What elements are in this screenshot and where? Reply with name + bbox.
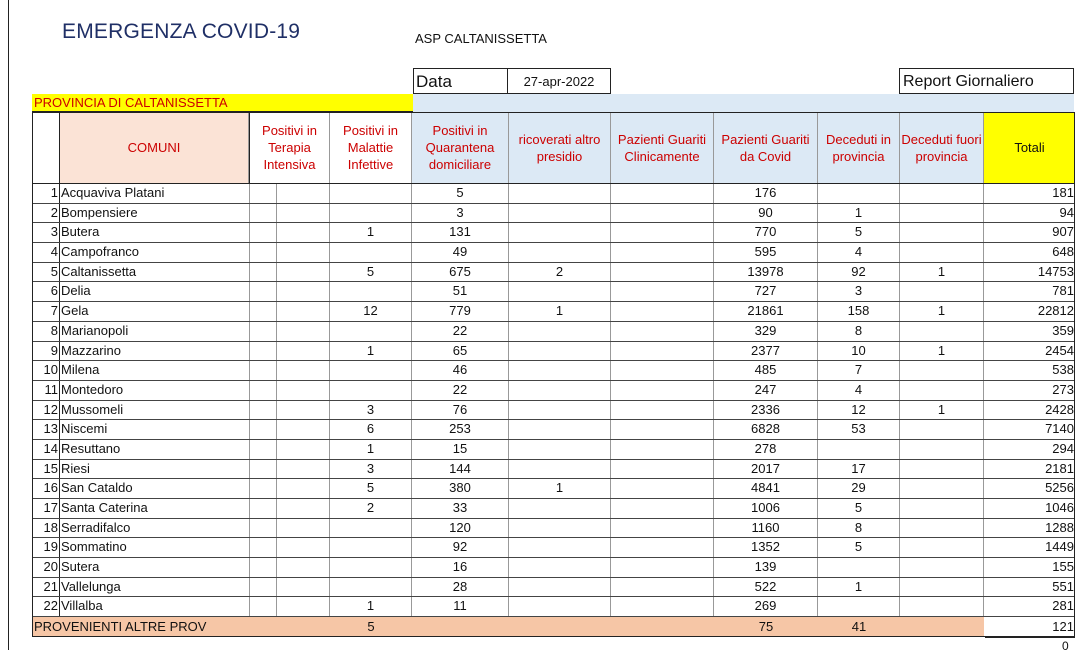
value-cell[interactable]	[611, 381, 714, 400]
value-cell[interactable]: 14753	[1037, 263, 1074, 279]
row-index: 20	[32, 558, 60, 577]
altre-prov-row	[32, 617, 1075, 637]
header-guariti-clinicamente: Pazienti Guariti Clinicamente	[611, 112, 714, 183]
table-row	[32, 499, 1075, 519]
value-cell[interactable]	[900, 243, 984, 262]
value-cell[interactable]: 595	[714, 243, 818, 262]
comune-name[interactable]: Caltanissetta	[60, 263, 250, 282]
value-cell[interactable]: 781	[1052, 283, 1074, 299]
value-cell[interactable]	[900, 499, 984, 518]
value-cell[interactable]: 90	[714, 204, 818, 223]
value-cell[interactable]	[818, 184, 900, 203]
value-cell[interactable]	[249, 184, 330, 203]
row-index: 8	[32, 322, 60, 341]
value-cell[interactable]: 8	[818, 519, 900, 538]
value-cell[interactable]: 1449	[1045, 539, 1074, 555]
comune-name[interactable]: Sommatino	[60, 538, 250, 557]
row-index: 5	[32, 263, 60, 282]
value-cell[interactable]: 5256	[1045, 480, 1074, 496]
value-cell[interactable]: 1006	[714, 499, 818, 518]
value-cell[interactable]	[611, 263, 714, 282]
value-cell[interactable]	[900, 361, 984, 380]
page-left-border	[8, 0, 9, 650]
value-cell[interactable]	[330, 519, 412, 538]
value-cell[interactable]	[509, 361, 611, 380]
value-cell[interactable]	[611, 460, 714, 479]
table-row	[32, 322, 1075, 342]
table-row	[32, 538, 1075, 558]
value-cell[interactable]	[900, 479, 984, 498]
value-cell[interactable]: 1	[900, 342, 984, 361]
row-index: 16	[32, 479, 60, 498]
value-cell[interactable]	[611, 597, 714, 616]
table-row	[32, 460, 1075, 480]
value-cell[interactable]	[900, 578, 984, 597]
value-cell[interactable]: 551	[1052, 578, 1074, 594]
value-cell[interactable]: 28	[412, 578, 509, 597]
value-cell[interactable]: 12	[818, 401, 900, 420]
row-index: 13	[32, 420, 60, 439]
value-cell[interactable]	[249, 538, 330, 557]
value-cell[interactable]	[249, 578, 330, 597]
value-cell[interactable]: 139	[714, 558, 818, 577]
value-cell[interactable]	[900, 381, 984, 400]
value-cell[interactable]	[249, 342, 330, 361]
value-cell[interactable]	[249, 243, 330, 262]
value-cell[interactable]	[509, 420, 611, 439]
value-cell[interactable]: 94	[1059, 204, 1074, 220]
value-cell[interactable]: 92	[818, 263, 900, 282]
row-index: 2	[32, 204, 60, 223]
value-cell[interactable]: 49	[412, 243, 509, 262]
value-cell[interactable]	[249, 519, 330, 538]
row-index: 1	[32, 184, 60, 203]
value-cell[interactable]: 1	[330, 440, 412, 459]
value-cell[interactable]: 51	[412, 282, 509, 301]
value-cell[interactable]: 6828	[714, 420, 818, 439]
comune-name[interactable]: Vallelunga	[60, 578, 250, 597]
value-cell[interactable]: 1	[818, 204, 900, 223]
organization-label: ASP CALTANISSETTA	[415, 31, 547, 46]
row-index: 7	[32, 302, 60, 321]
value-cell[interactable]	[818, 558, 900, 577]
value-cell[interactable]: 294	[1052, 440, 1074, 456]
value-cell[interactable]: 2454	[1045, 342, 1074, 358]
value-cell[interactable]: 92	[412, 538, 509, 557]
table-row	[32, 361, 1075, 381]
value-cell[interactable]	[249, 282, 330, 301]
value-cell[interactable]	[611, 184, 714, 203]
value-cell[interactable]: 7140	[1045, 421, 1074, 437]
value-cell[interactable]	[611, 578, 714, 597]
value-cell[interactable]	[611, 342, 714, 361]
header-totali: Totali	[984, 112, 1075, 183]
value-cell[interactable]	[509, 401, 611, 420]
header-deceduti-fuori: Deceduti fuori provincia	[900, 112, 984, 183]
row-index: 12	[32, 401, 60, 420]
value-cell[interactable]	[249, 499, 330, 518]
comune-name[interactable]: Niscemi	[60, 420, 250, 439]
value-cell[interactable]	[330, 322, 412, 341]
value-cell[interactable]: 158	[818, 302, 900, 321]
value-cell[interactable]: 16	[412, 558, 509, 577]
row-index: 17	[32, 499, 60, 518]
value-cell[interactable]: 144	[412, 460, 509, 479]
row-index: 14	[32, 440, 60, 459]
value-cell[interactable]: 5	[412, 184, 509, 203]
value-cell[interactable]	[509, 204, 611, 223]
value-cell[interactable]	[249, 204, 330, 223]
value-cell[interactable]: 253	[412, 420, 509, 439]
bottom-total-value[interactable]: 0	[1062, 639, 1069, 653]
row-index: 3	[32, 223, 60, 242]
value-cell[interactable]	[249, 401, 330, 420]
comune-name[interactable]: Riesi	[60, 460, 250, 479]
value-cell[interactable]	[509, 381, 611, 400]
value-cell[interactable]: 6	[330, 420, 412, 439]
value-cell[interactable]: 22812	[1037, 303, 1074, 319]
value-cell[interactable]	[611, 243, 714, 262]
value-cell[interactable]: 1	[330, 342, 412, 361]
row-index: 6	[32, 282, 60, 301]
header-deceduti-provincia: Deceduti in provincia	[818, 112, 900, 183]
value-cell[interactable]: 538	[1052, 362, 1074, 378]
comune-name[interactable]: Butera	[60, 223, 250, 242]
comune-name[interactable]: Santa Caterina	[60, 499, 250, 518]
value-cell[interactable]	[818, 440, 900, 459]
altre-cell-2[interactable]	[412, 617, 509, 637]
data-table-body	[32, 184, 1075, 617]
value-cell[interactable]	[611, 558, 714, 577]
header-index	[32, 112, 60, 183]
table-row	[32, 263, 1075, 283]
comune-name[interactable]: Acquaviva Platani	[60, 184, 250, 203]
row-index: 15	[32, 460, 60, 479]
value-cell[interactable]: 273	[1052, 381, 1074, 397]
value-cell[interactable]: 1	[509, 479, 611, 498]
altre-cell-4[interactable]	[611, 617, 714, 637]
value-cell[interactable]: 3	[818, 282, 900, 301]
table-row	[32, 558, 1075, 578]
value-cell[interactable]: 5	[818, 538, 900, 557]
row-index: 21	[32, 578, 60, 597]
value-cell[interactable]: 1	[330, 223, 412, 242]
value-cell[interactable]: 2017	[714, 460, 818, 479]
value-cell[interactable]: 53	[818, 420, 900, 439]
value-cell[interactable]: 29	[818, 479, 900, 498]
value-cell[interactable]	[330, 204, 412, 223]
value-cell[interactable]: 1	[900, 302, 984, 321]
comune-name[interactable]: Mussomeli	[60, 401, 250, 420]
row-index: 22	[32, 597, 60, 616]
table-row	[32, 243, 1075, 263]
header-terapia-intensiva: Positivi in Terapia Intensiva	[250, 112, 330, 183]
row-index: 19	[32, 538, 60, 557]
value-cell[interactable]	[900, 223, 984, 242]
value-cell[interactable]	[900, 282, 984, 301]
table-row	[32, 440, 1075, 460]
value-cell[interactable]	[818, 597, 900, 616]
bottom-total-line	[985, 637, 1075, 638]
province-banner: PROVINCIA DI CALTANISSETTA	[32, 94, 413, 112]
value-cell[interactable]: 1352	[714, 538, 818, 557]
comune-name[interactable]: Villalba	[60, 597, 250, 616]
value-cell[interactable]	[900, 322, 984, 341]
value-cell[interactable]	[249, 302, 330, 321]
value-cell[interactable]	[611, 420, 714, 439]
table-row	[32, 282, 1075, 302]
value-cell[interactable]: 329	[714, 322, 818, 341]
value-cell[interactable]: 1	[509, 302, 611, 321]
value-cell[interactable]: 2428	[1045, 401, 1074, 417]
value-cell[interactable]	[900, 420, 984, 439]
value-cell[interactable]	[249, 420, 330, 439]
value-cell[interactable]: 5	[330, 263, 412, 282]
value-cell[interactable]	[249, 381, 330, 400]
altre-cell-1[interactable]: 5	[330, 617, 412, 637]
report-label-cell: Report Giornaliero	[899, 68, 1074, 94]
value-cell[interactable]	[611, 302, 714, 321]
comune-name[interactable]: Delia	[60, 282, 250, 301]
value-cell[interactable]: 76	[412, 401, 509, 420]
value-cell[interactable]: 3	[330, 460, 412, 479]
value-cell[interactable]	[330, 381, 412, 400]
value-cell[interactable]: 247	[714, 381, 818, 400]
value-cell[interactable]: 22	[412, 381, 509, 400]
value-cell[interactable]: 1	[900, 263, 984, 282]
header-strip	[413, 94, 1074, 112]
value-cell[interactable]: 21861	[714, 302, 818, 321]
value-cell[interactable]: 269	[714, 597, 818, 616]
value-cell[interactable]: 155	[1052, 559, 1074, 575]
table-row	[32, 223, 1075, 243]
comune-name[interactable]: Mazzarino	[60, 342, 250, 361]
altre-cell-8[interactable]: 121	[1052, 619, 1074, 634]
value-cell[interactable]: 5	[818, 223, 900, 242]
value-cell[interactable]	[249, 223, 330, 242]
value-cell[interactable]: 4841	[714, 479, 818, 498]
row-index: 11	[32, 381, 60, 400]
value-cell[interactable]: 4	[818, 243, 900, 262]
value-cell[interactable]: 176	[714, 184, 818, 203]
value-cell[interactable]: 727	[714, 282, 818, 301]
value-cell[interactable]: 22	[412, 322, 509, 341]
value-cell[interactable]: 522	[714, 578, 818, 597]
value-cell[interactable]: 181	[1052, 185, 1074, 200]
value-cell[interactable]: 648	[1052, 244, 1074, 260]
value-cell[interactable]: 131	[412, 223, 509, 242]
value-cell[interactable]: 2377	[714, 342, 818, 361]
value-cell[interactable]: 2	[330, 499, 412, 518]
comune-name[interactable]: Bompensiere	[60, 204, 250, 223]
altre-prov-label: PROVENIENTI ALTRE PROV	[32, 617, 222, 637]
value-cell[interactable]	[900, 204, 984, 223]
value-cell[interactable]	[611, 538, 714, 557]
value-cell[interactable]	[509, 578, 611, 597]
value-cell[interactable]: 5	[330, 479, 412, 498]
value-cell[interactable]: 359	[1052, 322, 1074, 338]
value-cell[interactable]: 770	[714, 223, 818, 242]
page-title: EMERGENZA COVID-19	[62, 20, 301, 43]
altre-cell-0[interactable]	[249, 617, 330, 637]
value-cell[interactable]: 17	[818, 460, 900, 479]
value-cell[interactable]	[509, 322, 611, 341]
comune-name[interactable]: San Cataldo	[60, 479, 250, 498]
value-cell[interactable]	[611, 223, 714, 242]
date-value-cell[interactable]: 27-apr-2022	[508, 68, 611, 94]
value-cell[interactable]: 3	[330, 401, 412, 420]
value-cell[interactable]: 11	[412, 597, 509, 616]
header-guariti-covid: Pazienti Guariti da Covid	[714, 112, 818, 183]
value-cell[interactable]	[611, 519, 714, 538]
value-cell[interactable]: 907	[1052, 224, 1074, 240]
table-row	[32, 381, 1075, 401]
value-cell[interactable]	[249, 263, 330, 282]
value-cell[interactable]	[330, 243, 412, 262]
altre-cell-7[interactable]	[900, 617, 984, 637]
value-cell[interactable]: 12	[330, 302, 412, 321]
value-cell[interactable]	[330, 184, 412, 203]
comune-name[interactable]: Serradifalco	[60, 519, 250, 538]
value-cell[interactable]: 675	[412, 263, 509, 282]
value-cell[interactable]: 1	[818, 578, 900, 597]
table-row	[32, 519, 1075, 539]
value-cell[interactable]: 2336	[714, 401, 818, 420]
value-cell[interactable]: 1	[900, 401, 984, 420]
value-cell[interactable]: 485	[714, 361, 818, 380]
value-cell[interactable]: 278	[714, 440, 818, 459]
table-row	[32, 479, 1075, 499]
value-cell[interactable]	[330, 282, 412, 301]
value-cell[interactable]	[330, 538, 412, 557]
value-cell[interactable]	[611, 499, 714, 518]
value-cell[interactable]: 7	[818, 361, 900, 380]
comune-name[interactable]: Sutera	[60, 558, 250, 577]
value-cell[interactable]: 33	[412, 499, 509, 518]
table-row	[32, 401, 1075, 421]
value-cell[interactable]: 779	[412, 302, 509, 321]
comune-name[interactable]: Milena	[60, 361, 250, 380]
value-cell[interactable]	[509, 223, 611, 242]
comune-name[interactable]: Resuttano	[60, 440, 250, 459]
value-cell[interactable]: 3	[412, 204, 509, 223]
table-row	[32, 578, 1075, 598]
value-cell[interactable]	[509, 597, 611, 616]
value-cell[interactable]	[900, 538, 984, 557]
value-cell[interactable]	[509, 519, 611, 538]
value-cell[interactable]: 46	[412, 361, 509, 380]
table-row	[32, 597, 1075, 617]
value-cell[interactable]	[249, 460, 330, 479]
altre-spacer	[222, 617, 249, 637]
header-malattie-infettive: Positivi in Malattie Infettive	[330, 112, 412, 183]
value-cell[interactable]: 380	[412, 479, 509, 498]
value-cell[interactable]: 13978	[714, 263, 818, 282]
row-index: 9	[32, 342, 60, 361]
row-index: 18	[32, 519, 60, 538]
value-cell[interactable]: 15	[412, 440, 509, 459]
value-cell[interactable]	[249, 558, 330, 577]
value-cell[interactable]	[509, 499, 611, 518]
value-cell[interactable]: 8	[818, 322, 900, 341]
value-cell[interactable]	[900, 519, 984, 538]
value-cell[interactable]: 65	[412, 342, 509, 361]
value-cell[interactable]	[900, 440, 984, 459]
value-cell[interactable]	[249, 440, 330, 459]
value-cell[interactable]: 10	[818, 342, 900, 361]
value-cell[interactable]	[611, 322, 714, 341]
value-cell[interactable]	[509, 282, 611, 301]
header-comuni: COMUNI	[60, 112, 249, 183]
value-cell[interactable]	[330, 578, 412, 597]
value-cell[interactable]	[509, 440, 611, 459]
row-index: 10	[32, 361, 60, 380]
value-cell[interactable]	[611, 361, 714, 380]
value-cell[interactable]: 5	[818, 499, 900, 518]
table-row	[32, 184, 1075, 204]
value-cell[interactable]	[249, 361, 330, 380]
value-cell[interactable]: 281	[1052, 598, 1074, 614]
value-cell[interactable]	[330, 361, 412, 380]
value-cell[interactable]	[900, 184, 984, 203]
value-cell[interactable]	[509, 538, 611, 557]
value-cell[interactable]	[611, 282, 714, 301]
value-cell[interactable]: 4	[818, 381, 900, 400]
table-row	[32, 204, 1075, 224]
comune-name[interactable]: Marianopoli	[60, 322, 250, 341]
altre-cell-6[interactable]: 41	[818, 617, 900, 637]
value-cell[interactable]	[611, 479, 714, 498]
value-cell[interactable]: 1160	[714, 519, 818, 538]
table-row	[32, 420, 1075, 440]
value-cell[interactable]	[249, 597, 330, 616]
value-cell[interactable]	[509, 184, 611, 203]
header-quarantena: Positivi in Quarantena domiciliare	[412, 112, 509, 183]
altre-cell-3[interactable]	[509, 617, 611, 637]
value-cell[interactable]: 2	[509, 263, 611, 282]
value-cell[interactable]	[249, 322, 330, 341]
value-cell[interactable]	[611, 401, 714, 420]
table-row	[32, 302, 1075, 322]
value-cell[interactable]: 2181	[1045, 460, 1074, 476]
value-cell[interactable]	[611, 440, 714, 459]
value-cell[interactable]	[611, 204, 714, 223]
comune-name[interactable]: Montedoro	[60, 381, 250, 400]
value-cell[interactable]	[249, 479, 330, 498]
value-cell[interactable]: 120	[412, 519, 509, 538]
date-label-cell: Data	[413, 68, 508, 94]
comune-name[interactable]: Campofranco	[60, 243, 250, 262]
value-cell[interactable]	[900, 460, 984, 479]
value-cell[interactable]	[509, 342, 611, 361]
value-cell[interactable]	[509, 243, 611, 262]
value-cell[interactable]: 1046	[1045, 500, 1074, 515]
table-row	[32, 342, 1075, 362]
row-index: 4	[32, 243, 60, 262]
value-cell[interactable]: 1	[330, 597, 412, 616]
value-cell[interactable]	[900, 597, 984, 616]
comune-name[interactable]: Gela	[60, 302, 250, 321]
value-cell[interactable]: 1288	[1045, 519, 1074, 535]
value-cell[interactable]	[509, 460, 611, 479]
value-cell[interactable]	[509, 558, 611, 577]
altre-cell-5[interactable]: 75	[714, 617, 818, 637]
value-cell[interactable]	[330, 558, 412, 577]
value-cell[interactable]	[900, 558, 984, 577]
header-ricoverati: ricoverati altro presidio	[509, 112, 611, 183]
